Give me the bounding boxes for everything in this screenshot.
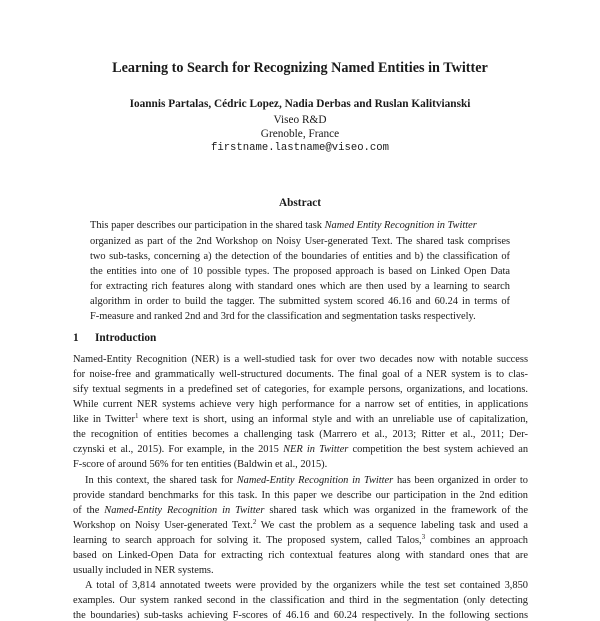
text-line: While current NER systems achieve very high performance for a narrow set of entities, in applications [73, 399, 528, 410]
text-line: of the Named-Entity Recognition in Twitter shared task which was organized in the framework of the [73, 505, 528, 516]
text-line: czynski et al., 2015). For example, in the 2015 NER in Twitter competition the best system achieved an [73, 444, 529, 455]
section-title: Introduction [95, 332, 157, 344]
abstract-line: two sub-tasks, concerning a) the detection of the boundaries of entities and b) the classification of [90, 251, 510, 262]
text-line: the boundaries) sub-tasks achieving F-scores of 46.16 and 60.24 respectively. In the following sections [73, 610, 528, 621]
text-line: for noise-free and grammatically well-structured documents. The final goal of a NER system is to clas- [73, 369, 528, 380]
affiliation: Viseo R&D [273, 114, 327, 126]
abstract-line: This paper describes our participation in the shared task Named Entity Recognition in Twitter [90, 220, 477, 231]
abstract-heading: Abstract [278, 197, 322, 209]
footnote-marker: 3 [421, 533, 426, 541]
paper-title: Learning to Search for Recognizing Named Entities in Twitter [112, 60, 488, 76]
text-line: A total of 3,814 annotated tweets were provided by the organizers while the test set contained 3,850 [85, 580, 528, 591]
author-list: Ioannis Partalas, Cédric Lopez, Nadia Derbas and Ruslan Kalitvianski [129, 98, 471, 110]
text-line: In this context, the shared task for Named-Entity Recognition in Twitter has been organized in order to [85, 475, 528, 486]
section-number: 1 [73, 332, 79, 344]
text-line: like in Twitter$^1$ where text is short, using an informal style and with an unreliable use of capitalization, [73, 412, 528, 425]
text-line: sify textual segments in a predefined set of categories, for example persons, organizations, and locations. [73, 384, 528, 395]
text-line: examples. Our system ranked second in the classification and third in the segmentation (only detecting [73, 595, 528, 606]
author-email: firstname.lastname@viseo.com [210, 142, 389, 154]
footnote-marker: 2 [252, 518, 257, 526]
abstract-line: F-measure and ranked 2nd and 3rd for the classification and segmentation tasks respectively. [90, 311, 476, 322]
section-heading-introduction [73, 332, 156, 344]
text-line: F-score of around 56% for ten entities (Baldwin et al., 2015). [73, 459, 328, 470]
location: Grenoble, France [260, 128, 340, 140]
abstract-line: organized as part of the 2nd Workshop on Noisy User-generated Text. The shared task comprises [90, 236, 510, 247]
footnote-marker: 1 [134, 412, 139, 420]
text-line: Named-Entity Recognition (NER) is a well-studied task for over two decades now with notable success [73, 354, 528, 365]
abstract-line: the entities into one of 10 possible types. The proposed approach is based on Linked Open Data [90, 266, 510, 277]
text-line: based on Linked-Open Data for extracting rich contextual features along with standard ones that are [73, 550, 528, 561]
abstract-line: algorithm in order to build the tagger. The submitted system scored 46.16 and 60.24 in terms of [90, 296, 510, 307]
abstract-line: for extracting rich features along with standard ones which are then used by a learning to search [90, 281, 510, 292]
text-line: the recognition of entities becomes a challenging task (Marrero et al., 2013; Ritter et al., 2011; Der- [73, 429, 528, 440]
text-line: usually included in NER systems. [73, 565, 214, 576]
text-line: Workshop on Noisy User-generated Text.$^2$ We cast the problem as a sequence labeling task and used a [73, 518, 528, 531]
text-line: learning to search approach for solving it. The proposed system, called Talos,$^3$ combines an approach [73, 533, 529, 546]
text-line: provide standard benchmarks for this task. In this paper we describe our participation in the 2nd edition [73, 490, 528, 501]
